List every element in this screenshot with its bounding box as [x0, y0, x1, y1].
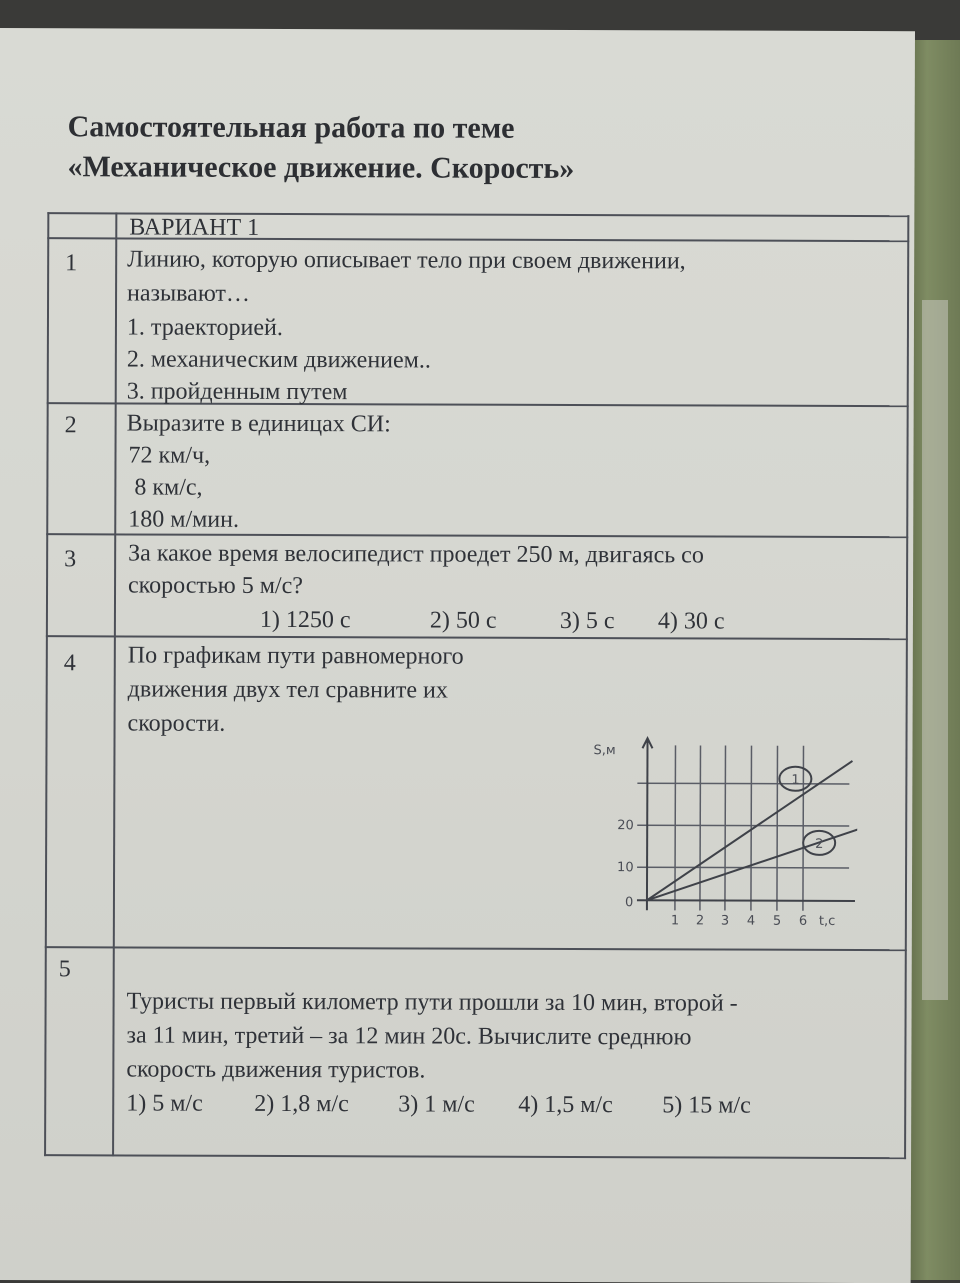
x-axis: [637, 900, 855, 901]
question-text: Линию, которую описывает тело при своем движении,: [127, 246, 686, 275]
table-border-right: [904, 215, 909, 1159]
answer-option: 1. траекторией.: [126, 314, 283, 341]
graph-y-tick: 0: [624, 895, 634, 911]
table-border-bottom: [44, 1154, 906, 1159]
graph-x-tick: 2: [695, 913, 705, 929]
page-title-line-1: Самостоятельная работа по теме: [67, 110, 515, 145]
table-column-line: [112, 212, 117, 1156]
value-item: 8 км/с,: [128, 474, 203, 501]
answer-option: 3. пройденным путем: [126, 378, 348, 406]
question-text: скорости.: [127, 710, 226, 737]
question-text: скоростью 5 м/с?: [128, 572, 303, 600]
line-body-2: [647, 828, 858, 901]
answer-option: 4) 30 с: [657, 608, 725, 635]
y-axis: [647, 738, 648, 910]
question-text: скорость движения туристов.: [126, 1056, 426, 1084]
table-border-left: [44, 212, 49, 1156]
question-text: За какое время велосипедист проедет 250 м, двигаясь со: [128, 540, 704, 569]
question-number: 1: [65, 250, 78, 277]
answer-option: 3) 1 м/с: [398, 1091, 475, 1118]
graph-x-tick: 4: [746, 913, 756, 929]
graph-x-tick: 5: [772, 913, 782, 929]
graph-y-tick: 20: [617, 818, 634, 834]
answer-option: 1) 5 м/с: [126, 1090, 203, 1117]
worksheet-paper: [0, 28, 915, 1283]
variant-label: ВАРИАНТ 1: [129, 214, 260, 241]
table-row-line: [46, 533, 908, 538]
graph-y-label: S,м: [593, 743, 616, 759]
question-text: называют…: [127, 280, 250, 307]
graph-y-tick: 10: [617, 860, 634, 876]
answer-option: 2) 50 с: [429, 607, 497, 634]
question-number: 2: [64, 412, 77, 439]
graph-x-tick: 6: [798, 913, 808, 929]
question-text: за 11 мин, третий – за 12 мин 20с. Вычислите среднюю: [126, 1022, 692, 1051]
answer-option: 4) 1,5 м/с: [518, 1091, 613, 1119]
question-number: 4: [63, 650, 76, 677]
value-item: 72 км/ч,: [128, 442, 211, 469]
answer-option: 2. механическим движением..: [126, 346, 431, 374]
graph-x-label: t,c: [818, 913, 836, 929]
graph-x-tick: 3: [720, 913, 730, 929]
question-text: Выразите в единицах СИ:: [126, 410, 391, 438]
question-text: Туристы первый километр пути прошли за 10 мин, второй -: [126, 988, 738, 1017]
background-strip: [922, 300, 948, 1000]
question-number: 3: [64, 546, 77, 573]
table-row-line: [46, 635, 908, 640]
graph-x-tick: 1: [670, 913, 680, 929]
question-text: По графикам пути равномерного: [127, 642, 464, 670]
line-1-label: 1: [791, 772, 800, 788]
value-item: 180 м/мин.: [128, 506, 240, 533]
question-text: движения двух тел сравните их: [127, 676, 448, 704]
table-row-line: [45, 946, 907, 951]
question-number: 5: [58, 956, 71, 983]
answer-option: 5) 15 м/с: [662, 1092, 751, 1119]
answer-option: 1) 1250 с: [259, 606, 351, 634]
answer-option: 2) 1,8 м/с: [254, 1090, 349, 1118]
line-2-label: 2: [815, 836, 824, 852]
distance-time-graph: [587, 730, 858, 946]
page-title-line-2: «Механическое движение. Скорость»: [67, 150, 575, 186]
answer-option: 3) 5 с: [559, 607, 615, 635]
